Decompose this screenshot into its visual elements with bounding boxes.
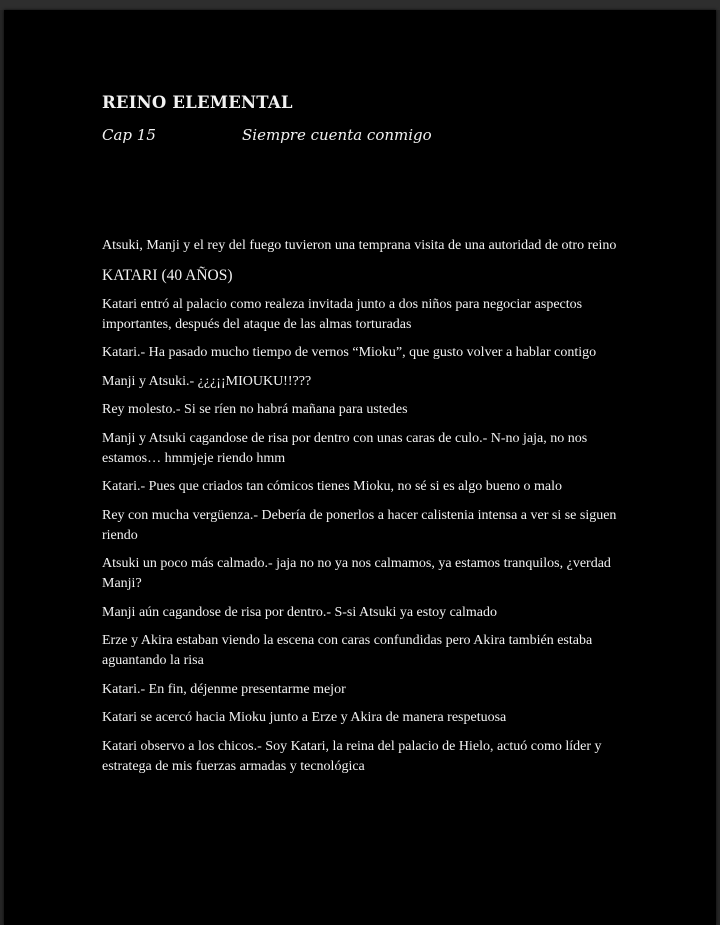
chapter-header (102, 122, 622, 148)
paragraph: Katari.- En fin, déjenme presentarme mejor (102, 681, 346, 697)
document-page (4, 10, 716, 925)
paragraph: Atsuki un poco más calmado.- jaja no no ya nos calmamos, ya estamos tranquilos, ¿verdad Manji? (102, 556, 611, 591)
paragraph: Erze y Akira estaban viendo la escena con caras confundidas pero Akira también estaba aguantando la risa (102, 633, 593, 668)
paragraph: Manji y Atsuki.- ¿¿¿¡¡MIOUKU!!??? (102, 373, 312, 389)
viewer-top-bar (0, 0, 720, 10)
character-heading: KATARI (40 AÑOS) (102, 266, 233, 284)
paragraph: Rey molesto.- Si se ríen no habrá mañana para ustedes (102, 402, 408, 417)
paragraph: Katari entró al palacio como realeza invitada junto a dos niños para negociar aspectos importantes, después del ataque de las almas torturadas (102, 296, 583, 332)
paragraph: Katari.- Pues que criados tan cómicos tienes Mioku, no sé si es algo bueno o malo (102, 479, 562, 494)
paragraph: Manji y Atsuki cagandose de risa por dentro con unas caras de culo.- N-no jaja, no nos estamos… hmmjeje riendo hmm (102, 430, 588, 466)
paragraph: Atsuki, Manji y el rey del fuego tuvieron una temprana visita de una autoridad de otro reino (102, 238, 617, 253)
book-title: REINO ELEMENTAL (102, 93, 293, 112)
paragraph: Manji aún cagandose de risa por dentro.- S-si Atsuki ya estoy calmado (102, 604, 498, 620)
chapter-title: Siempre cuenta conmigo (242, 126, 432, 144)
paragraph: Katari.- Ha pasado mucho tiempo de vernos “Mioku”, que gusto volver a hablar contigo (102, 345, 597, 360)
paragraph: Katari observo a los chicos.- Soy Katari, la reina del palacio de Hielo, actuó como líder y estratega de mis fuerzas armadas y tecnológica (102, 738, 602, 774)
chapter-number: Cap 15 (102, 126, 156, 144)
paragraph: Rey con mucha vergüenza.- Debería de ponerlos a hacer calistenia intensa a ver si se siguen riendo (102, 507, 617, 543)
paragraph: Katari se acercó hacia Mioku junto a Erze y Akira de manera respetuosa (102, 710, 507, 725)
chapter-body (102, 236, 622, 785)
page-content (102, 90, 622, 774)
